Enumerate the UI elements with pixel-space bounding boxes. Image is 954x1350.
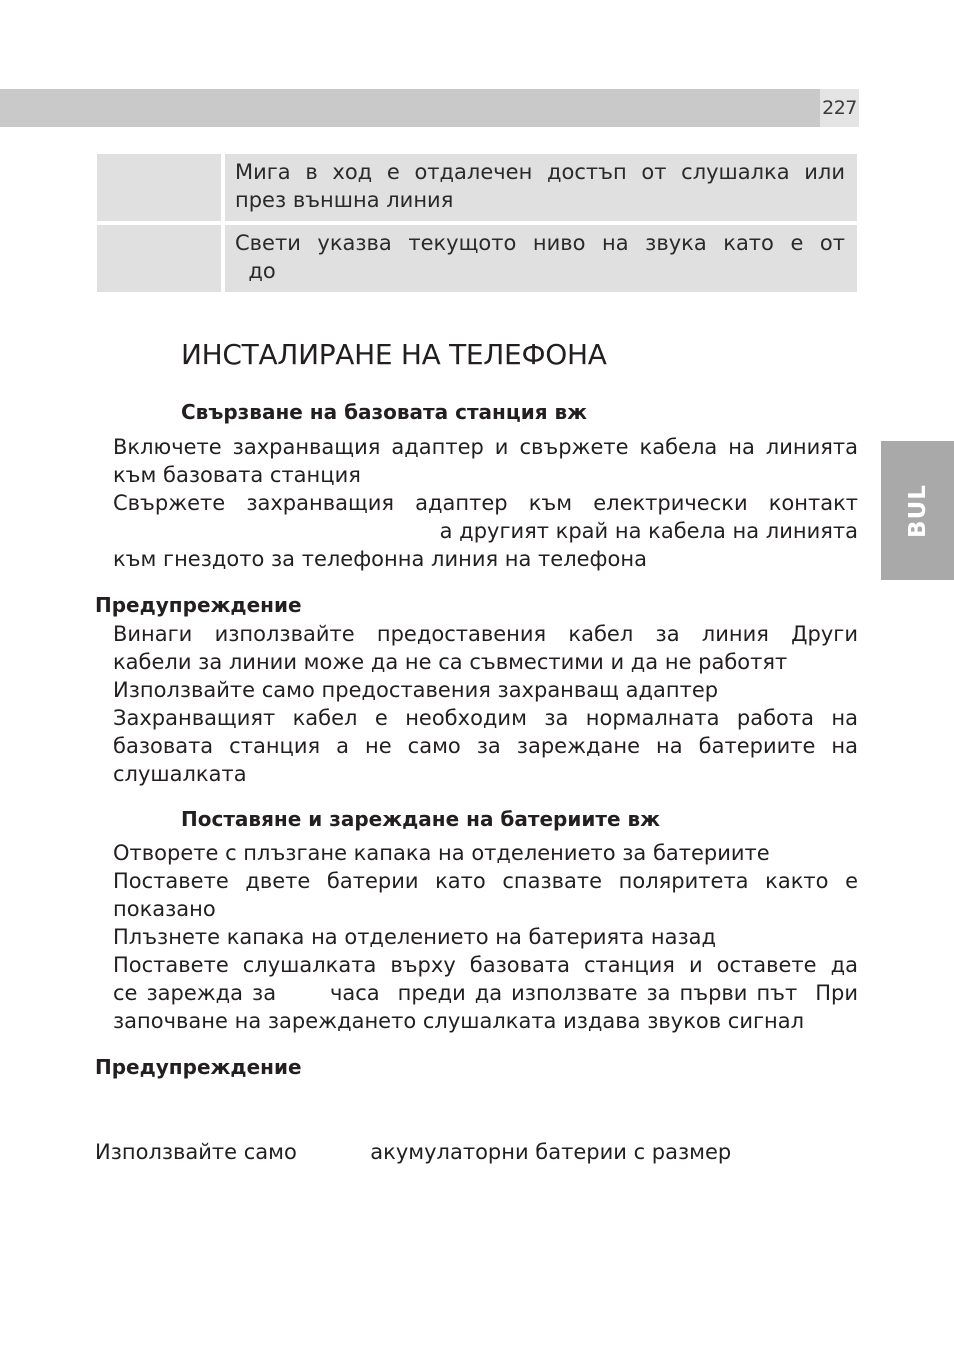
paragraph-base-station [113, 433, 858, 573]
text-line: показано [113, 897, 216, 921]
table-cell-line: до [235, 259, 276, 283]
text-line: към базовата станция [113, 463, 361, 487]
warning-title: Предупреждение [95, 593, 302, 617]
table-row [97, 225, 857, 292]
text-line: Използвайте само предоставения захранващ адаптер [113, 678, 719, 702]
text-line: Включете захранващия адаптер и свържете кабела на линията [113, 435, 858, 459]
text-line: базовата станция а не само за зареждане на батериите на [113, 734, 858, 758]
table-cell-line: Мига в ход е отдалечен достъп от слушалка или [235, 160, 845, 184]
paragraph-warning [113, 620, 858, 788]
section-title: ИНСТАЛИРАНЕ НА ТЕЛЕФОНА [181, 338, 607, 371]
text-line: започване на зареждането слушалката издава звуков сигнал [113, 1009, 805, 1033]
text-line: към гнездото за телефонна линия на телефона [113, 547, 647, 571]
indicator-table [97, 154, 857, 296]
subsection-title-batteries: Поставяне и зареждане на батериите вж [181, 807, 661, 831]
language-tab [881, 441, 954, 580]
warning-title: Предупреждение [95, 1055, 302, 1079]
table-cell-icon [97, 225, 221, 292]
table-cell-icon [97, 154, 221, 221]
table-cell-description [225, 154, 857, 221]
header-bar [0, 89, 820, 127]
table-cell-description [225, 225, 857, 292]
text-line: Поставете двете батерии като спазвате поляритета както е [113, 869, 858, 893]
language-tab-label: BUL [904, 483, 931, 538]
text-line: Отворете с плъзгане капака на отделението за батериите [113, 841, 770, 865]
text-line: Захранващият кабел е необходим за нормалната работа на [113, 706, 858, 730]
text-line: Използвайте само акумулаторни батерии с размер [95, 1140, 732, 1164]
paragraph-battery-warning [95, 1082, 840, 1194]
page-number: 227 [820, 89, 859, 127]
subsection-title-base-station: Свързване на базовата станция вж [181, 400, 588, 424]
table-row [97, 154, 857, 221]
text-line: Поставете слушалката върху базовата станция и оставете да [113, 953, 858, 977]
text-line: Плъзнете капака на отделението на батерията назад [113, 925, 717, 949]
text-line: слушалката [113, 762, 247, 786]
table-cell-line: Свети указва текущото ниво на звука като е от [235, 231, 845, 255]
paragraph-batteries [113, 839, 858, 1035]
text-line: Свържете захранващия адаптер към електрически контакт [113, 491, 858, 515]
text-line: Винаги използвайте предоставения кабел за линия Други [113, 622, 858, 646]
text-line: се зарежда за часа преди да използвате за първи път При [113, 981, 858, 1005]
table-cell-line: през външна линия [235, 188, 454, 212]
text-line: кабели за линии може да не са съвместими и да не работят [113, 650, 788, 674]
text-line: а другият край на кабела на линията [439, 519, 858, 543]
